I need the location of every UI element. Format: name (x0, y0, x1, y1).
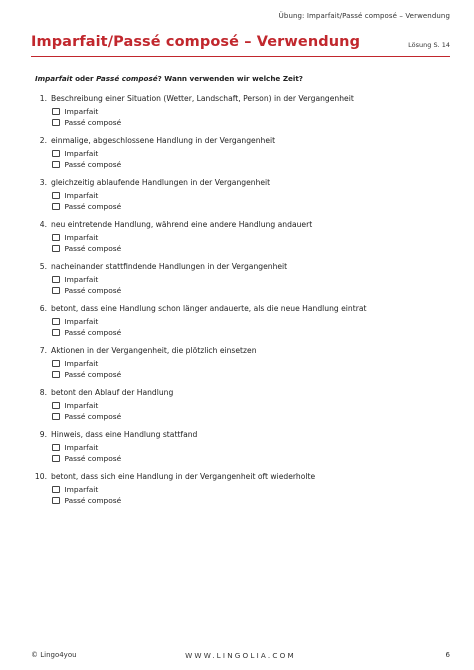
question-item (27, 220, 447, 262)
checkbox[interactable] (52, 318, 60, 326)
option-label: Passé composé (64, 370, 122, 379)
question-text: Beschreibung einer Situation (Wetter, Landschaft, Person) in der Vergangenheit (51, 94, 354, 103)
option-passe-compose[interactable] (52, 328, 121, 337)
question-number: 1. (39, 94, 47, 103)
checkbox[interactable] (52, 287, 60, 295)
option-label: Passé composé (64, 412, 122, 421)
option-label: Passé composé (64, 286, 122, 295)
checkbox[interactable] (52, 192, 60, 200)
question-number: 10. (34, 472, 47, 481)
page-number: 6 (445, 651, 450, 659)
option-label: Passé composé (64, 202, 122, 211)
option-label: Imparfait (64, 107, 99, 116)
option-label: Imparfait (64, 317, 99, 326)
checkbox[interactable] (52, 276, 60, 284)
copyright-text: © Lingo4you (31, 651, 77, 659)
option-label: Passé composé (64, 454, 122, 463)
solution-reference: Lösung S. 14 (408, 41, 450, 49)
instruction-text (35, 74, 303, 83)
question-item (27, 346, 447, 388)
question-text: gleichzeitig ablaufende Handlungen in der Vergangenheit (51, 178, 271, 187)
option-label: Imparfait (64, 485, 99, 494)
checkbox[interactable] (52, 402, 60, 410)
option-label: Imparfait (64, 359, 99, 368)
option-imparfait[interactable] (52, 149, 98, 158)
question-text: betont den Ablauf der Handlung (51, 388, 174, 397)
question-item (27, 178, 447, 220)
option-label: Imparfait (64, 233, 99, 242)
option-passe-compose[interactable] (52, 160, 121, 169)
checkbox[interactable] (52, 161, 60, 169)
option-imparfait[interactable] (52, 401, 98, 410)
option-passe-compose[interactable] (52, 244, 121, 253)
option-label: Imparfait (64, 191, 99, 200)
question-item (27, 430, 447, 472)
option-label: Imparfait (64, 401, 99, 410)
option-label: Imparfait (64, 443, 99, 452)
option-passe-compose[interactable] (52, 496, 121, 505)
option-passe-compose[interactable] (52, 412, 121, 421)
question-text: neu eintretende Handlung, während eine andere Handlung andauert (51, 220, 313, 229)
option-passe-compose[interactable] (52, 286, 121, 295)
checkbox[interactable] (52, 413, 60, 421)
question-text: betont, dass eine Handlung schon länger andauerte, als die neue Handlung eintrat (51, 304, 367, 313)
checkbox[interactable] (52, 245, 60, 253)
question-item (27, 262, 447, 304)
instruction-imparfait: Imparfait (35, 74, 73, 83)
option-passe-compose[interactable] (52, 370, 121, 379)
option-label: Passé composé (64, 496, 122, 505)
question-text: einmalige, abgeschlossene Handlung in der Vergangenheit (51, 136, 276, 145)
checkbox[interactable] (52, 119, 60, 127)
option-label: Passé composé (64, 160, 122, 169)
page-title: Imparfait/Passé composé – Verwendung (31, 34, 361, 50)
question-item (27, 136, 447, 178)
option-imparfait[interactable] (52, 233, 98, 242)
question-text: Aktionen in der Vergangenheit, die plötzlich einsetzen (51, 346, 257, 355)
option-label: Passé composé (64, 328, 122, 337)
checkbox[interactable] (52, 486, 60, 494)
question-number: 5. (39, 262, 47, 271)
option-imparfait[interactable] (52, 275, 98, 284)
question-item (27, 472, 447, 514)
question-number: 3. (39, 178, 47, 187)
question-number: 4. (39, 220, 47, 229)
checkbox[interactable] (52, 150, 60, 158)
checkbox[interactable] (52, 203, 60, 211)
question-number: 2. (39, 136, 47, 145)
title-divider (31, 56, 450, 57)
checkbox[interactable] (52, 329, 60, 337)
checkbox[interactable] (52, 444, 60, 452)
option-label: Imparfait (64, 149, 99, 158)
question-text: betont, dass sich eine Handlung in der Vergangenheit oft wiederholte (51, 472, 316, 481)
question-list (27, 94, 447, 514)
question-text: Hinweis, dass eine Handlung stattfand (51, 430, 198, 439)
checkbox[interactable] (52, 234, 60, 242)
option-passe-compose[interactable] (52, 202, 121, 211)
question-item (27, 304, 447, 346)
option-imparfait[interactable] (52, 107, 98, 116)
instruction-passe-compose: Passé composé (96, 74, 158, 83)
question-number: 6. (39, 304, 47, 313)
checkbox[interactable] (52, 371, 60, 379)
question-text: nacheinander stattfindende Handlungen in der Vergangenheit (51, 262, 288, 271)
question-number: 9. (39, 430, 47, 439)
option-passe-compose[interactable] (52, 118, 121, 127)
checkbox[interactable] (52, 497, 60, 505)
question-number: 7. (39, 346, 47, 355)
question-item (27, 388, 447, 430)
option-imparfait[interactable] (52, 359, 98, 368)
option-label: Passé composé (64, 118, 122, 127)
document-header: Übung: Imparfait/Passé composé – Verwendung (278, 12, 450, 20)
checkbox[interactable] (52, 108, 60, 116)
checkbox[interactable] (52, 360, 60, 368)
option-label: Passé composé (64, 244, 122, 253)
option-imparfait[interactable] (52, 485, 98, 494)
question-number: 8. (39, 388, 47, 397)
question-item (27, 94, 447, 136)
option-label: Imparfait (64, 275, 99, 284)
instruction-question: ? Wann verwenden wir welche Zeit? (157, 74, 303, 83)
option-imparfait[interactable] (52, 191, 98, 200)
website-link[interactable]: WWW.LINGOLIA.COM (185, 651, 296, 660)
option-passe-compose[interactable] (52, 454, 121, 463)
checkbox[interactable] (52, 455, 60, 463)
option-imparfait[interactable] (52, 443, 98, 452)
instruction-oder: oder (72, 74, 97, 83)
option-imparfait[interactable] (52, 317, 98, 326)
